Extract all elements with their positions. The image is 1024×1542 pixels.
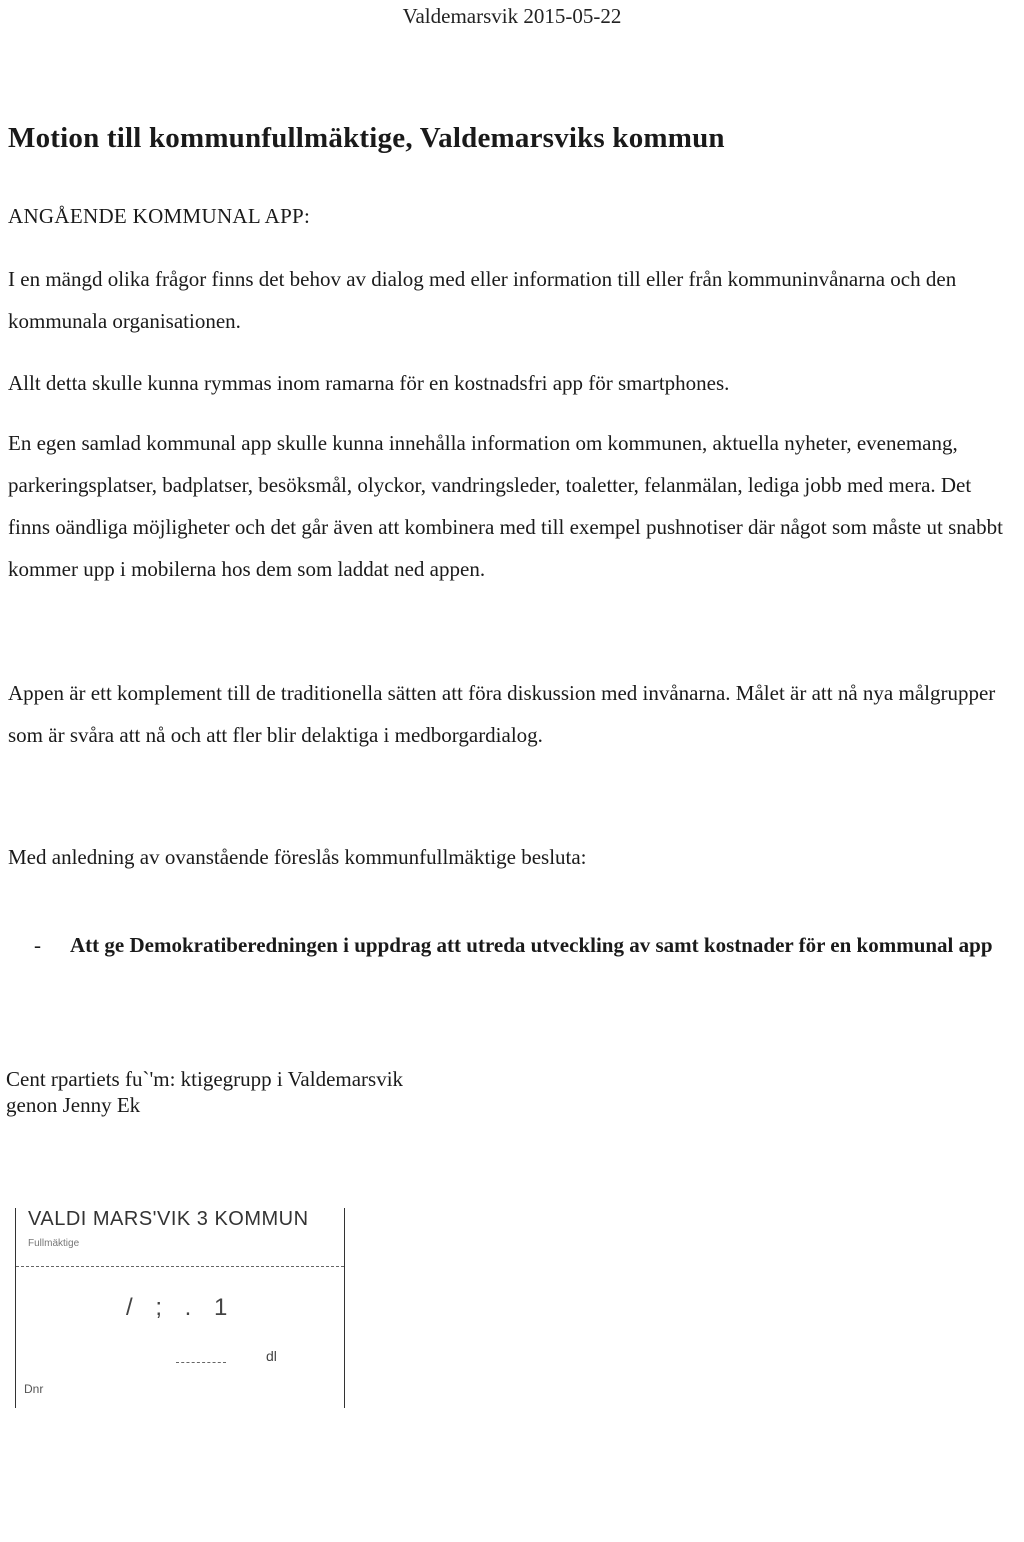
subject-heading: ANGÅENDE KOMMUNAL APP: (8, 204, 311, 228)
stamp-handwritten-mark: / ; . 1 (126, 1294, 236, 1321)
signature-name: genon Jenny Ek (6, 1093, 141, 1117)
document-title: Motion till kommunfullmäktige, Valdemarsviks kommun (8, 122, 725, 154)
paragraph-app-idea: Allt detta skulle kunna rymmas inom ramarna för en kostnadsfri app för smartphones. (8, 371, 730, 395)
proposal-text: Att ge Demokratiberedningen i uppdrag att utreda utveckling av samt kostnader för en kommunal app (70, 933, 993, 957)
paragraph-intro: I en mängd olika frågor finns det behov av dialog med eller information till eller från kommuninvånarna och den kommunala organisationen. (8, 267, 957, 333)
proposal-item (34, 930, 994, 960)
bullet-dash: - (34, 933, 41, 957)
stamp-subtitle: Fullmäktige (28, 1238, 80, 1249)
date-line: Valdemarsvik 2015-05-22 (402, 4, 622, 28)
signature-block (6, 1066, 403, 1118)
paragraph-app-purpose: Appen är ett komplement till de traditionella sätten att föra diskussion med invånarna. Målet är att nå nya målgrupper som är svåra att nå och att fler blir delaktiga i medborgardialog. (8, 681, 996, 747)
stamp-dnr-label: Dnr (24, 1382, 44, 1396)
stamp-dash-line (176, 1362, 226, 1363)
paragraph-app-contents: En egen samlad kommunal app skulle kunna innehålla information om kommunen, aktuella nyheter, evenemang, parkeringsplatser, badplatser, besöksmål, olyckor, vandringsleder, toaletter, felanmälan, lediga jobb med mera. Det finns oändliga möjligheter och det går även att kombinera med till exempel pushnotiser där något som måste ut snabbt kommer upp i mobilerna hos dem som laddat ned appen. (8, 431, 1003, 581)
signature-party: Cent rpartiets fu`'m: ktigegrupp i Valdemarsvik (6, 1067, 404, 1091)
registration-stamp (15, 1208, 345, 1408)
paragraph-proposal-intro: Med anledning av ovanstående föreslås kommunfullmäktige besluta: (8, 845, 587, 869)
stamp-title: VALDI MARS'VIK 3 KOMMUN (28, 1208, 309, 1230)
stamp-dl-label: dl (266, 1348, 277, 1364)
stamp-divider (16, 1266, 344, 1267)
